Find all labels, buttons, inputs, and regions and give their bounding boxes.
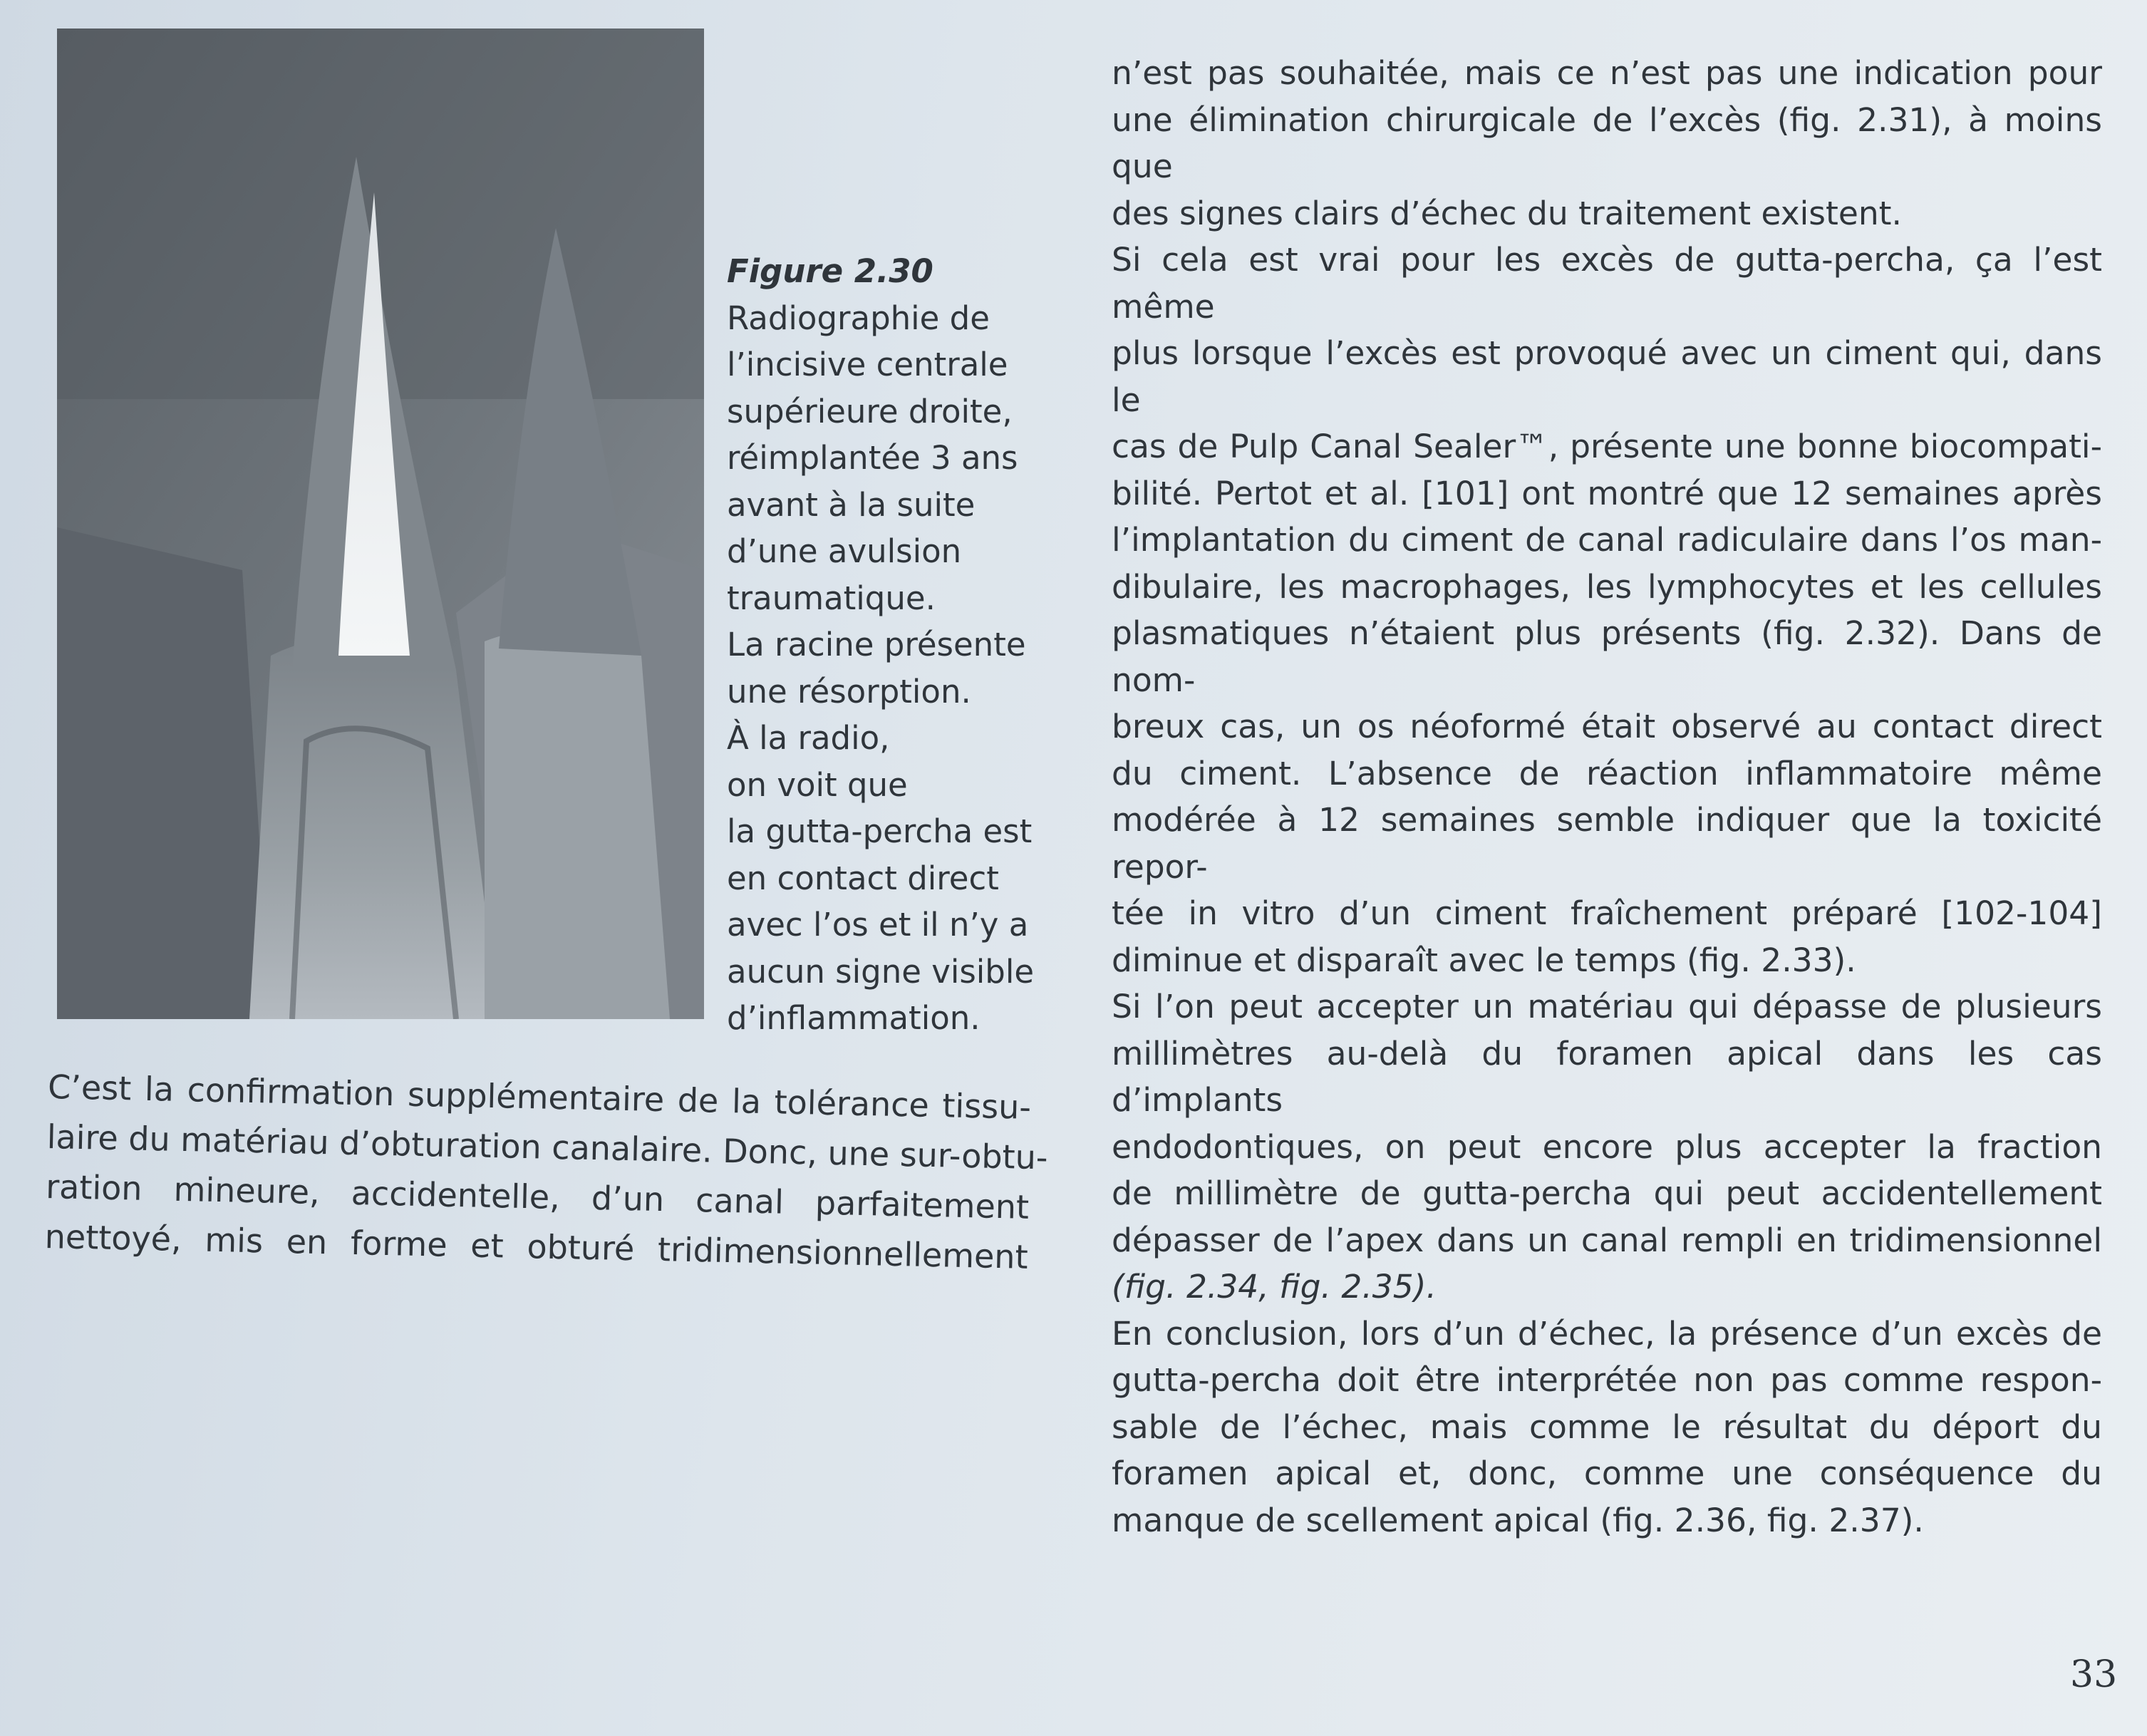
caption-line: la gutta-percha est: [727, 812, 1033, 850]
caption-line: traumatique.: [727, 579, 936, 617]
text-line: tée in vitro d’un ciment fraîchement préparé [102-104]: [1112, 894, 2102, 932]
caption-line: d’une avulsion: [727, 532, 962, 570]
caption-line: Radiographie de: [727, 299, 990, 337]
text-line: breux cas, un os néoformé était observé au contact direct: [1112, 708, 2102, 745]
text-line: millimètres au-delà du foramen apical dans les cas d’implants: [1112, 1034, 2102, 1119]
text-line: Si l’on peut accepter un matériau qui dépasse de plusieurs: [1112, 988, 2102, 1025]
text-line: cas de Pulp Canal Sealer™, présente une bonne biocompati-: [1112, 428, 2102, 465]
text-line: de millimètre de gutta-percha qui peut accidentellement: [1112, 1174, 2102, 1212]
figure-title: Figure 2.30: [727, 252, 933, 290]
paragraph-4: [1112, 1311, 2102, 1544]
paragraph-3: [1112, 983, 2102, 1311]
text-line: endodontiques, on peut encore plus accepter la fraction: [1112, 1127, 2102, 1166]
text-line: bilité. Pertot et al. [101] ont montré que 12 semaines après: [1112, 474, 2102, 512]
paragraph-1: [1112, 50, 2102, 237]
caption-line: La racine présente: [727, 626, 1026, 663]
radiograph-image: [57, 29, 704, 1019]
text-line: nettoyé, mis en forme et obturé tridimensionnellement: [44, 1216, 1029, 1276]
caption-line: avec l’os et il n’y a: [727, 906, 1029, 944]
text-line: foramen apical et, donc, comme une conséquence du: [1112, 1455, 2102, 1492]
left-column-paragraph: [44, 1062, 1048, 1282]
text-line: des signes clairs d’échec du traitement existent.: [1112, 194, 1902, 232]
caption-line: À la radio,: [727, 719, 890, 757]
caption-line: avant à la suite: [727, 485, 976, 524]
text-line: sable de l’échec, mais comme le résultat du déport du: [1112, 1407, 2102, 1446]
text-line: une élimination chirurgicale de l’excès (fig. 2.31), à moins que: [1112, 100, 2102, 185]
page-number: 33: [2070, 1653, 2118, 1696]
text-line: ration mineure, accidentelle, d’un canal parfaitement: [45, 1167, 1030, 1226]
text-line: manque de scellement apical (fig. 2.36, fig. 2.37).: [1112, 1501, 1924, 1539]
radiograph-drawing: [57, 29, 704, 1019]
text-line: En conclusion, lors d’un d’échec, la présence d’un excès de: [1112, 1314, 2102, 1353]
text-line: laire du matériau d’obturation canalaire. Donc, une sur-obtu-: [46, 1117, 1048, 1177]
caption-line: l’incisive centrale: [727, 346, 1008, 383]
right-column: [1112, 50, 2102, 1544]
text-line: du ciment. L’absence de réaction inflammatoire même: [1112, 754, 2102, 792]
text-line: diminue et disparaît avec le temps (fig. 2.33).: [1112, 941, 1856, 979]
text-line: dibulaire, les macrophages, les lymphocytes et les cellules: [1112, 567, 2102, 606]
caption-line: supérieure droite,: [727, 392, 1013, 430]
text-line: gutta-percha doit être interprétée non pas comme respon-: [1112, 1361, 2102, 1399]
figure-caption: [727, 248, 1055, 1042]
text-line: n’est pas souhaitée, mais ce n’est pas une indication pour: [1112, 54, 2102, 92]
text-line: plus lorsque l’excès est provoqué avec un ciment qui, dans le: [1112, 334, 2102, 419]
paragraph-2: [1112, 237, 2102, 983]
text-line: dépasser de l’apex dans un canal rempli en tridimensionnel: [1112, 1221, 2102, 1259]
text-line: Si cela est vrai pour les excès de gutta-percha, ça l’est même: [1112, 241, 2102, 326]
caption-line: on voit que: [727, 765, 908, 804]
caption-line: une résorption.: [727, 672, 971, 711]
text-line: l’implantation du ciment de canal radiculaire dans l’os man-: [1112, 521, 2102, 559]
caption-line: en contact direct: [727, 859, 999, 897]
text-line: C’est la confirmation supplémentaire de la tolérance tissu-: [47, 1067, 1032, 1127]
caption-line: aucun signe visible: [727, 952, 1035, 991]
text-line: plasmatiques n’étaient plus présents (fig. 2.32). Dans de nom-: [1112, 614, 2102, 699]
caption-line: d’inflammation.: [727, 999, 981, 1037]
text-line: (fig. 2.34, fig. 2.35).: [1112, 1268, 1437, 1306]
text-line: modérée à 12 semaines semble indiquer que la toxicité repor-: [1112, 801, 2102, 886]
caption-line: réimplantée 3 ans: [727, 439, 1018, 477]
